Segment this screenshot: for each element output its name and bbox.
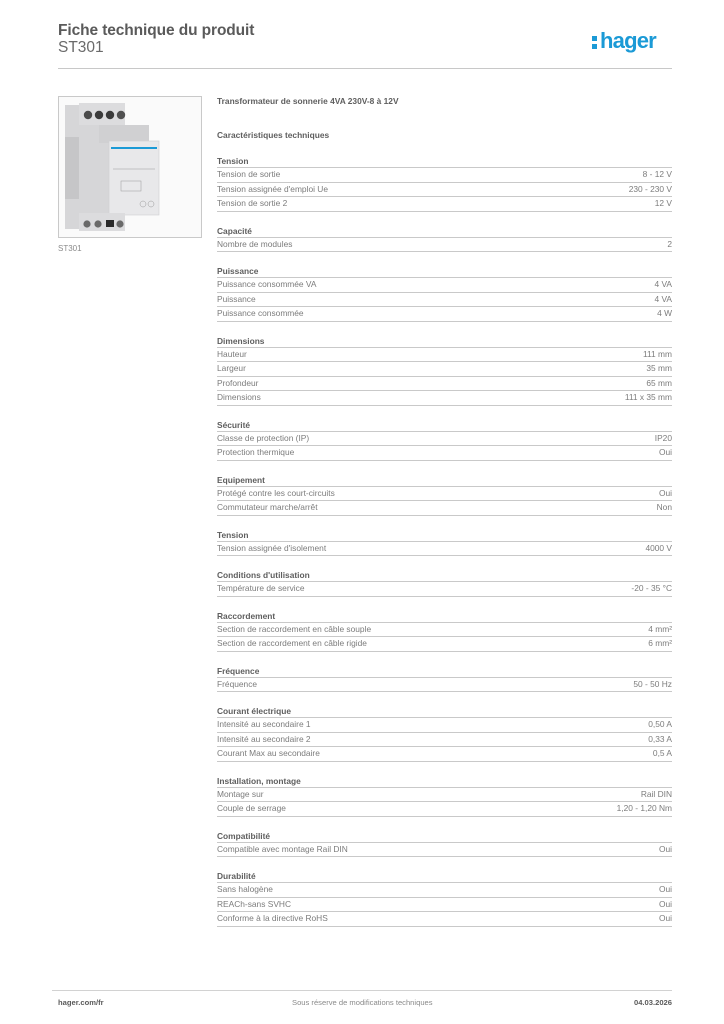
page-title: Fiche technique du produit [58,22,255,39]
spec-section [217,705,672,762]
spec-row [217,802,672,817]
spec-value: 4 W [657,308,672,318]
spec-sections [217,155,672,927]
spec-value: 12 V [654,198,672,208]
spec-row [217,883,672,898]
section-title: Capacité [217,225,672,238]
spec-row [217,678,672,693]
spec-label: Dimensions [217,392,261,402]
spec-row [217,542,672,557]
spec-section [217,610,672,652]
spec-row [217,898,672,913]
logo-text: hager [600,28,656,53]
spec-row [217,391,672,406]
spec-value: Oui [658,843,672,854]
spec-section [217,775,672,817]
spec-row [217,432,672,447]
spec-section [217,870,672,927]
section-title: Dimensions [217,335,672,348]
section-title: Installation, montage [217,775,672,788]
spec-value: 8 - 12 V [642,169,672,179]
spec-row [217,197,672,212]
spec-label: Hauteur [217,348,247,359]
spec-label: Conforme à la directive RoHS [217,913,328,923]
spec-label: Tension de sortie [217,169,281,179]
spec-value: Rail DIN [640,788,672,799]
spec-label: Tension assignée d'isolement [217,542,327,553]
section-title: Courant électrique [217,705,672,718]
spec-label: Protégé contre les court-circuits [217,487,335,498]
logo-colon-icon [592,34,598,49]
spec-label: Montage sur [217,788,264,799]
spec-label: Puissance consommée [217,308,304,318]
spec-section [217,529,672,557]
spec-row [217,637,672,652]
spec-value: 111 mm [642,348,672,359]
spec-label: REACh-sans SVHC [217,898,292,909]
spec-row [217,912,672,927]
spec-section [217,419,672,461]
spec-label: Commutateur marche/arrêt [217,502,318,512]
spec-row [217,623,672,638]
spec-label: Protection thermique [217,447,295,457]
spec-label: Tension assignée d'emploi Ue [217,183,329,194]
spec-value: 0,50 A [648,719,672,729]
section-title: Durabilité [217,870,672,883]
spec-value: 4 VA [654,293,672,304]
section-title: Tension [217,155,672,168]
spec-label: Sans halogène [217,884,273,894]
product-image [58,96,202,238]
spec-label: Intensité au secondaire 2 [217,733,311,744]
spec-value: 6 mm² [648,638,672,648]
spec-label: Couple de serrage [217,803,286,813]
spec-row [217,293,672,308]
spec-row [217,348,672,363]
spec-label: Profondeur [217,377,259,388]
footer-website: hager.com/fr [58,998,104,1007]
section-title: Fréquence [217,665,672,678]
spec-value: 50 - 50 Hz [633,678,672,689]
spec-row [217,362,672,377]
section-title: Conditions d'utilisation [217,569,672,582]
spec-value: 65 mm [646,377,672,388]
section-title: Raccordement [217,610,672,623]
spec-label: Compatible avec montage Rail DIN [217,843,348,854]
product-image-caption: ST301 [58,244,82,253]
footer-disclaimer: Sous réserve de modifications techniques [292,998,433,1007]
spec-row [217,278,672,293]
spec-section [217,335,672,406]
spec-row [217,718,672,733]
spec-row [217,183,672,198]
spec-row [217,377,672,392]
product-reference: ST301 [58,39,104,56]
spec-row [217,168,672,183]
spec-row [217,747,672,762]
spec-value: Oui [658,898,672,909]
spec-section [217,225,672,253]
header-divider [58,68,672,69]
spec-label: Section de raccordement en câble rigide [217,638,367,648]
spec-section [217,265,672,322]
spec-row [217,843,672,858]
spec-label: Largeur [217,363,246,373]
spec-label: Courant Max au secondaire [217,748,320,758]
spec-value: Oui [658,487,672,498]
spec-value: Oui [658,884,672,894]
footer-date: 04.03.2026 [633,998,672,1007]
spec-row [217,487,672,502]
spec-value: 4 mm² [648,623,672,634]
footer-divider [52,990,672,991]
spec-label: Section de raccordement en câble souple [217,623,372,634]
spec-value: 2 [667,238,672,249]
spec-value: 111 x 35 mm [624,392,672,402]
spec-section [217,474,672,516]
section-title: Puissance [217,265,672,278]
section-title: Tension [217,529,672,542]
spec-content [217,95,672,927]
din-rail-transformer-illustration [59,97,201,237]
spec-value: 35 mm [646,363,672,373]
spec-row [217,501,672,516]
spec-row [217,446,672,461]
section-title: Equipement [217,474,672,487]
spec-label: Puissance consommée VA [217,279,317,289]
spec-row [217,582,672,597]
spec-section [217,830,672,858]
spec-label: Tension de sortie 2 [217,198,288,208]
spec-value: 230 - 230 V [628,183,672,194]
spec-label: Nombre de modules [217,238,293,249]
section-title: Compatibilité [217,830,672,843]
spec-section [217,569,672,597]
spec-label: Fréquence [217,678,258,689]
spec-row [217,733,672,748]
spec-label: Température de service [217,583,305,593]
spec-value: 0,33 A [648,733,672,744]
spec-value: 4 VA [654,279,672,289]
spec-value: Non [656,502,672,512]
spec-label: Puissance [217,293,256,304]
spec-row [217,307,672,322]
hager-logo [592,28,656,54]
spec-value: Oui [658,447,672,457]
spec-value: 0,5 A [652,748,672,758]
spec-section [217,665,672,693]
spec-row [217,238,672,253]
spec-value: -20 - 35 °C [631,583,672,593]
spec-row [217,788,672,803]
spec-value: 1,20 - 1,20 Nm [616,803,672,813]
section-title: Sécurité [217,419,672,432]
product-name: Transformateur de sonnerie 4VA 230V-8 à 12V [217,96,399,106]
spec-value: 4000 V [645,542,672,553]
spec-value: IP20 [654,432,672,443]
spec-value: Oui [658,913,672,923]
spec-label: Classe de protection (IP) [217,432,310,443]
spec-label: Intensité au secondaire 1 [217,719,311,729]
spec-section [217,155,672,212]
characteristics-title: Caractéristiques techniques [217,130,330,140]
